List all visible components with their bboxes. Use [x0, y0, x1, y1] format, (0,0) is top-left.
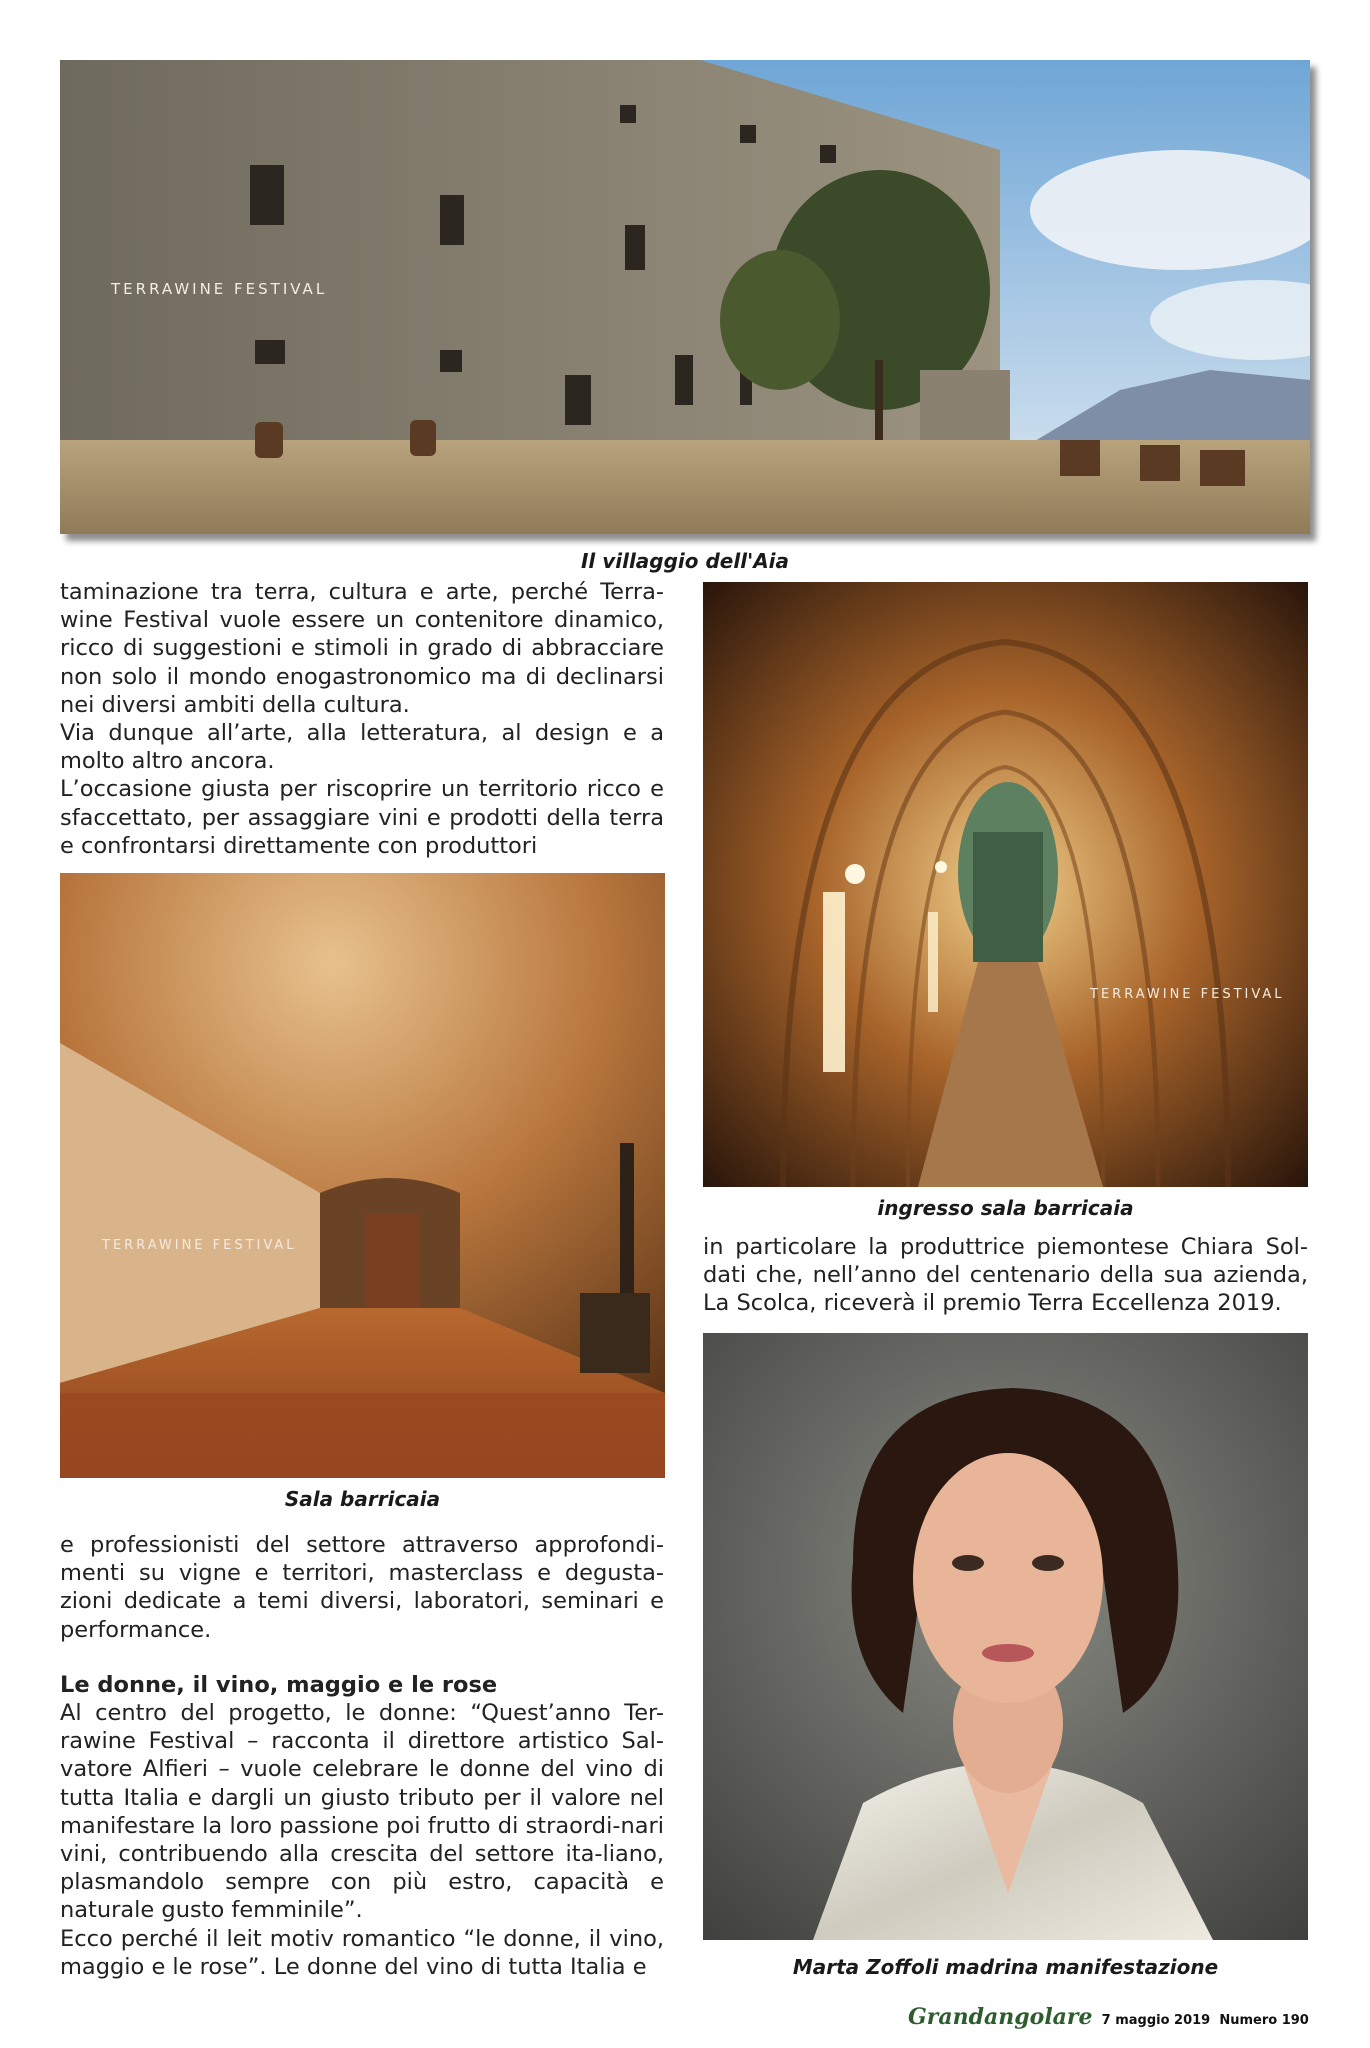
paragraph: Al centro del progetto, le donne: “Quest’anno Ter-rawine Festival – racconta il direttore artistico Sal-vatore Alfieri – vuole celebrare le donne del vino di tutta Italia e dargli un giusto tributo per il valore nel manifestare la loro passione poi frutto di straordi-nari vini, contribuendo alla crescita del settore ita-liano, plasmandolo sempre con più estro, capacità e naturale gusto femminile”. [60, 1700, 664, 1924]
watermark-terrawine: TERRAWINE FESTIVAL [102, 1238, 297, 1253]
magazine-brand: Grandangolare [908, 2004, 1093, 2030]
paragraph: Via dunque all’arte, alla letteratura, al design e a molto altro ancora. [60, 720, 664, 775]
photo-sala-barricaia [60, 873, 665, 1478]
article-text-col1-part2 [60, 1531, 664, 1644]
photo-marta-zoffoli [703, 1333, 1308, 1940]
caption-villaggio-aia: Il villaggio dell'Aia [580, 549, 790, 573]
section-heading: Le donne, il vino, maggio e le rose [60, 1672, 498, 1698]
issue-number: Numero 190 [1219, 2013, 1309, 2028]
article-text-col1-part1 [60, 578, 664, 860]
photo-villaggio-aia [60, 60, 1310, 534]
paragraph: taminazione tra terra, cultura e arte, perché Terra-wine Festival vuole essere un contenitore dinamico, ricco di suggestioni e stimoli in grado di abbracciare non solo il mondo enogastronomico ma di declinarsi nei diversi ambiti della cultura. [60, 579, 664, 718]
paragraph: L’occasione giusta per riscoprire un territorio ricco e sfaccettato, per assaggiare vini e prodotti della terra e confrontarsi direttamente con produttori [60, 776, 664, 859]
caption-marta-zoffoli: Marta Zoffoli madrina manifestazione [792, 1955, 1219, 1979]
issue-date: 7 maggio 2019 [1101, 2013, 1211, 2028]
paragraph: Ecco perché il leit motiv romantico “le donne, il vino, maggio e le rose”. Le donne del vino di tutta Italia e [60, 1925, 664, 1980]
article-text-col2 [703, 1233, 1308, 1318]
watermark-terrawine: TERRAWINE FESTIVAL [1090, 987, 1285, 1002]
caption-ingresso-sala-barricaia: ingresso sala barricaia [877, 1196, 1134, 1220]
photo-ingresso-sala-barricaia [703, 582, 1308, 1187]
page-footer [908, 2004, 1309, 2030]
paragraph: in particolare la produttrice piemontese Chiara Sol-dati che, nell’anno del centenario della sua azienda, La Scolca, riceverà il premio Terra Eccellenza 2019. [703, 1234, 1308, 1317]
caption-sala-barricaia: Sala barricaia [284, 1487, 441, 1511]
article-text-col1-part3 [60, 1699, 664, 1981]
watermark-terrawine: TERRAWINE FESTIVAL [111, 280, 328, 298]
paragraph: e professionisti del settore attraverso approfondi-menti su vigne e territori, masterclass e degusta-zioni dedicate a temi diversi, laboratori, seminari e performance. [60, 1532, 664, 1643]
